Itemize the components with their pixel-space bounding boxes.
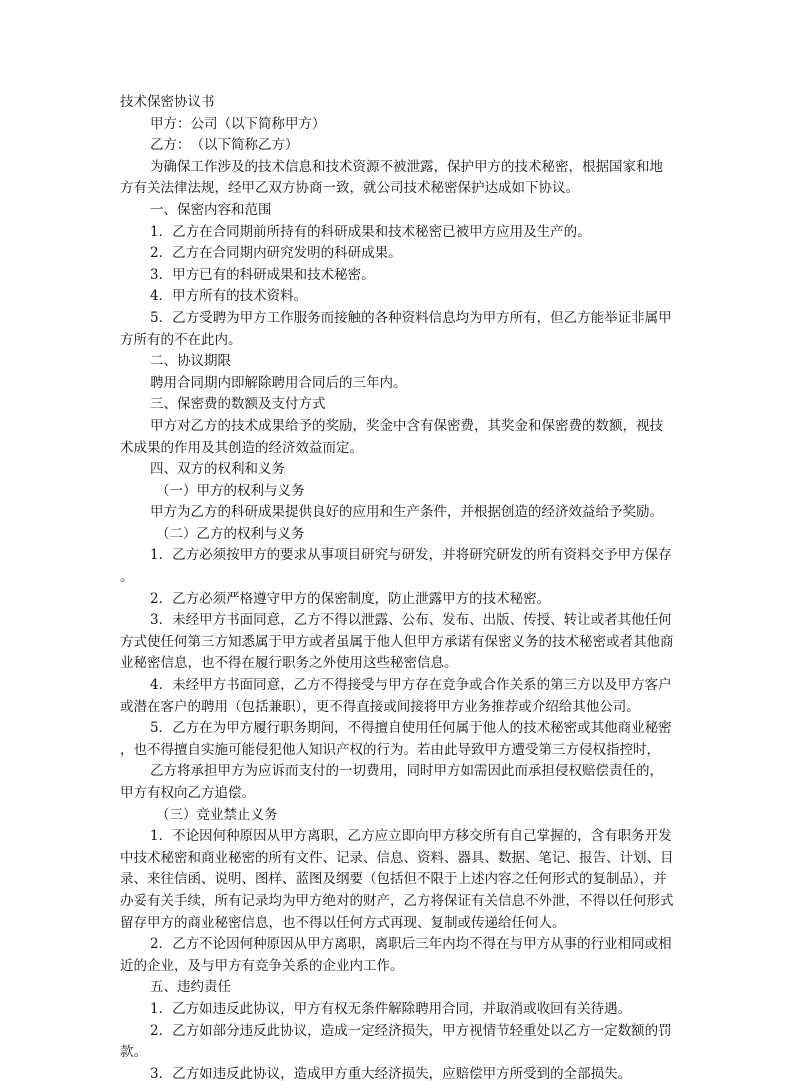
section1-item-2: 2．乙方在合同期内研究发明的科研成果。 bbox=[150, 245, 402, 262]
section5-item-2-line-2: 款。 bbox=[120, 1044, 147, 1061]
section3-text-line-1: 甲方对乙方的技术成果给予的奖励，奖金中含有保密费，其奖金和保密费的数额，视技 bbox=[150, 417, 663, 434]
section4-sub2-item-5b-line-2: 甲方有权向乙方追偿。 bbox=[120, 785, 255, 801]
section4-sub2-item-1-line-1: 1．乙方必须按甲方的要求从事项目研究与研发，并将研究研发的所有资料交予甲方保存 bbox=[150, 547, 672, 564]
section4-heading: 四、双方的权利和义务 bbox=[150, 461, 285, 478]
section3-text-line-2: 术成果的作用及其创造的经济效益而定。 bbox=[120, 439, 363, 456]
section5-item-1: 1．乙方如违反此协议，甲方有权无条件解除聘用合同，并取消或收回有关待遇。 bbox=[150, 1000, 632, 1017]
section1-item-1: 1．乙方在合同期前所持有的科研成果和技术秘密已被甲方应用及生产的。 bbox=[150, 223, 591, 240]
section4-sub3-item-2-line-1: 2．乙方不论因何种原因从甲方离职，离职后三年内均不得在与甲方从事的行业相同或相 bbox=[150, 936, 672, 953]
section4-sub2-item-3-line-3: 业秘密信息，也不得在履行职务之外使用这些秘密信息。 bbox=[120, 655, 458, 672]
section4-sub3-heading: （三）竞业禁止义务 bbox=[156, 806, 278, 823]
section4-sub2-item-5-line-2: ，也不得擅自实施可能侵犯他人知识产权的行为。若由此导致甲方遭受第三方侵权指控时， bbox=[120, 741, 660, 758]
section1-item-4: 4．甲方所有的技术资料。 bbox=[150, 288, 308, 305]
section4-sub2-item-5-line-1: 5．乙方在为甲方履行职务期间，不得擅自使用任何属于他人的技术秘密或其他商业秘密 bbox=[150, 720, 672, 737]
party-b-line: 乙方： （以下简称乙方） bbox=[150, 137, 299, 154]
section2-heading: 二、协议期限 bbox=[150, 353, 231, 370]
section4-sub2-item-3-line-1: 3．未经甲方书面同意，乙方不得以泄露、公布、发布、出版、传授、转让或者其他任何 bbox=[150, 612, 672, 629]
document-body bbox=[120, 92, 685, 1085]
section4-sub3-item-1-line-5: 留存甲方的商业秘密信息，也不得以任何方式再现、复制或传递给任何人。 bbox=[120, 914, 566, 931]
section4-sub2-item-5b-line-1: 乙方将承担甲方为应诉而支付的一切费用，同时甲方如需因此而承担侵权赔偿责任的， bbox=[150, 763, 663, 780]
section5-item-2-line-1: 2．乙方如部分违反此协议，造成一定经济损失，甲方视情节轻重处以乙方一定数额的罚 bbox=[150, 1022, 672, 1039]
section2-text: 聘用合同期内即解除聘用合同后的三年内。 bbox=[150, 374, 407, 391]
section4-sub2-item-4-line-1: 4．未经甲方书面同意，乙方不得接受与甲方存在竞争或合作关系的第三方以及甲方客户 bbox=[150, 677, 672, 694]
section1-item-3: 3．甲方已有的科研成果和技术秘密。 bbox=[150, 266, 375, 283]
section3-heading: 三、保密费的数额及支付方式 bbox=[150, 396, 326, 413]
section4-sub2-item-2: 2．乙方必须严格遵守甲方的保密制度，防止泄露甲方的技术秘密。 bbox=[150, 590, 551, 607]
section4-sub3-item-2-line-2: 近的企业，及与甲方有竞争关系的企业内工作。 bbox=[120, 957, 404, 974]
section4-sub2-item-4-line-2: 或潜在客户的聘用（包括兼职），更不得直接或间接将甲方业务推荐或介绍给其他公司。 bbox=[120, 698, 640, 715]
section4-sub2-heading: （二）乙方的权利与义务 bbox=[156, 525, 305, 542]
document-title: 技术保密协议书 bbox=[120, 94, 215, 110]
section4-sub3-item-1-line-4: 办妥有关手续，所有记录均为甲方绝对的财产，乙方将保证有关信息不外泄，不得以任何形式 bbox=[120, 892, 674, 909]
section4-sub3-item-1-line-2: 中技术秘密和商业秘密的所有文件、记录、信息、资料、器具、数据、笔记、报告、计划、目 bbox=[120, 849, 674, 866]
section4-sub3-item-1-line-3: 录、来往信函、说明、图样、蓝图及纲要（包括但不限于上述内容之任何形式的复制品），并 bbox=[120, 871, 667, 888]
section4-sub3-item-1-line-1: 1．不论因何种原因从甲方离职，乙方应立即向甲方移交所有自己掌握的，含有职务开发 bbox=[150, 828, 672, 845]
section1-item-5-line-2: 方所有的不在此内。 bbox=[120, 331, 242, 348]
section5-heading: 五、违约责任 bbox=[150, 979, 231, 996]
section4-sub2-item-3-line-2: 方式使任何第三方知悉属于甲方或者虽属于他人但甲方承诺有保密义务的技术秘密或者其他商 bbox=[120, 633, 674, 650]
section1-item-5-line-1: 5．乙方受聘为甲方工作服务而接触的各种资料信息均为甲方所有，但乙方能举证非属甲 bbox=[150, 309, 672, 326]
section5-item-3: 3．乙方如违反此协议，造成甲方重大经济损失，应赔偿甲方所受到的全部损失。 bbox=[150, 1065, 632, 1082]
section1-heading: 一、保密内容和范围 bbox=[150, 201, 272, 218]
intro-line-1: 为确保工作涉及的技术信息和技术资源不被泄露，保护甲方的技术秘密，根据国家和地 bbox=[150, 158, 663, 175]
section4-sub1-text: 甲方为乙方的科研成果提供良好的应用和生产条件，并根据创造的经济效益给予奖励。 bbox=[150, 504, 663, 521]
section4-sub1-heading: （一）甲方的权利与义务 bbox=[156, 482, 305, 499]
intro-line-2: 方有关法律法规，经甲乙双方协商一致，就公司技术秘密保护达成如下协议。 bbox=[120, 180, 579, 197]
party-a-line: 甲方：公司（以下简称甲方） bbox=[150, 115, 326, 132]
section4-sub2-item-1-line-2: 。 bbox=[120, 569, 134, 586]
